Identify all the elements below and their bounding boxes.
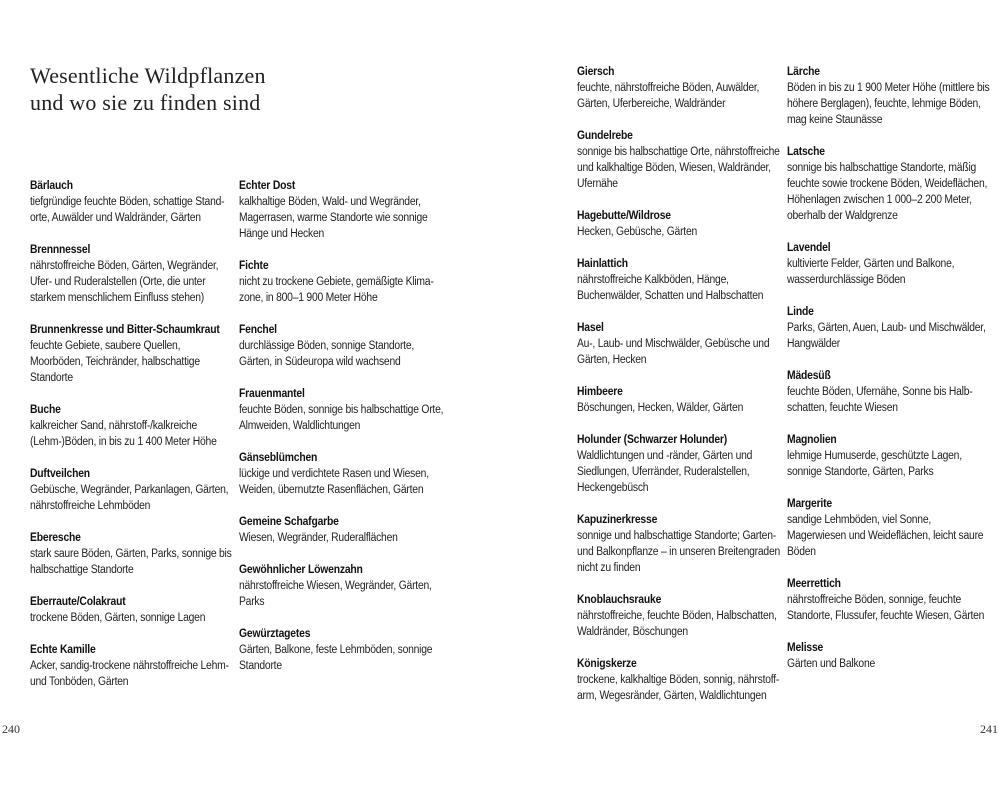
plant-entry — [577, 64, 782, 112]
plant-name: Himbeere — [577, 386, 623, 398]
plant-name: Frauenmantel — [239, 388, 305, 400]
plant-habitat: trockene Böden, Gärten, sonnige Lagen — [30, 612, 206, 624]
plant-entry — [30, 530, 235, 578]
plant-name: Echte Kamille — [30, 644, 96, 656]
plant-habitat: feuchte, nährstoffreiche Böden, Auwälder, Gärten, Uferbereiche, Waldränder — [577, 82, 760, 110]
plant-entry — [239, 562, 444, 610]
plant-name: Magnolien — [787, 434, 837, 446]
plant-entry — [787, 144, 992, 224]
plant-entry — [30, 594, 235, 626]
plant-name: Königskerze — [577, 658, 637, 670]
plant-habitat: Äcker, sandig-trockene nährstoffreiche Lehm- und Tonböden, Gärten — [30, 660, 229, 688]
plant-habitat: Gärten und Balkone — [787, 658, 876, 670]
plant-habitat: Böden in bis zu 1 900 Meter Höhe (mittlere bis höhere Berglagen), feuchte, lehmige Böden, mag keine Staunässe — [787, 82, 990, 126]
plant-name: Duftveilchen — [30, 468, 90, 480]
plant-name: Hasel — [577, 322, 604, 334]
title-line-1: Wesentliche Wildpflanzen — [30, 63, 266, 88]
plant-name: Eberesche — [30, 532, 81, 544]
plant-habitat: sonnige bis halbschattige Orte, nährstoffreiche und kalkhaltige Böden, Wiesen, Waldränder, Ufernähe — [577, 146, 780, 190]
plant-entry — [30, 242, 235, 306]
plant-name: Buche — [30, 404, 61, 416]
plant-entry — [787, 432, 992, 480]
plant-entry — [787, 304, 992, 352]
plant-entry — [239, 322, 444, 370]
plant-entry — [577, 592, 782, 640]
plant-habitat: feuchte Böden, sonnige bis halbschattige Orte, Almweiden, Waldlichtungen — [239, 404, 444, 432]
plant-habitat: lückige und verdichtete Rasen und Wiesen, Weiden, übernutzte Rasenflächen, Gärten — [239, 468, 429, 496]
plant-name: Mädesüß — [787, 370, 831, 382]
plant-name: Lavendel — [787, 242, 831, 254]
plant-name: Bärlauch — [30, 180, 73, 192]
plant-name: Gewürztagetes — [239, 628, 311, 640]
plant-entry — [787, 64, 992, 128]
plant-name: Gundelrebe — [577, 130, 633, 142]
plant-habitat: feuchte Böden, Ufernähe, Sonne bis Halbschatten, feuchte Wiesen — [787, 386, 973, 414]
plant-entry — [787, 368, 992, 416]
page-number-left: 240 — [2, 722, 20, 736]
plant-entry — [239, 450, 444, 498]
plant-habitat: nährstoffreiche Kalkböden, Hänge, Buchenwälder, Schatten und Halbschatten — [577, 274, 764, 302]
plant-name: Linde — [787, 306, 814, 318]
plant-habitat: nährstoffreiche Böden, sonnige, feuchte Standorte, Flussufer, feuchte Wiesen, Gärten — [787, 594, 985, 622]
plant-habitat: feuchte Gebiete, saubere Quellen, Moorböden, Teichränder, halbschattige Standorte — [30, 340, 200, 384]
plant-entry — [787, 640, 992, 672]
plant-name: Gänseblümchen — [239, 452, 318, 464]
plant-habitat: kultivierte Felder, Gärten und Balkone, wasserdurchlässige Böden — [787, 258, 955, 286]
plant-name: Brunnenkresse und Bitter-Schaumkraut — [30, 324, 220, 336]
plant-name: Fenchel — [239, 324, 277, 336]
page-title — [30, 62, 330, 116]
plant-habitat: Waldlichtungen und -ränder, Gärten und Siedlungen, Uferränder, Ruderalstellen, Heckengebüsch — [577, 450, 753, 494]
plant-entry — [30, 466, 235, 514]
plant-entry — [30, 178, 235, 226]
plant-entry — [30, 642, 235, 690]
plant-habitat: Wiesen, Wegränder, Ruderalflächen — [239, 532, 398, 544]
column-3 — [577, 64, 782, 720]
column-4 — [787, 64, 992, 688]
plant-habitat: nährstoffreiche, feuchte Böden, Halbschatten, Waldränder, Böschungen — [577, 610, 777, 638]
plant-entry — [30, 402, 235, 450]
plant-name: Eberraute/Colakraut — [30, 596, 126, 608]
plant-habitat: nährstoffreiche Böden, Gärten, Wegränder, Ufer- und Ruderalstellen (Orte, die unter starkem menschlichem Einfluss stehen) — [30, 260, 219, 304]
title-line-2: und wo sie zu finden sind — [30, 90, 261, 115]
plant-habitat: sonnige und halbschattige Standorte; Gartenund Balkonpflanze – in unseren Breitengraden nicht zu finden — [577, 530, 781, 574]
plant-habitat: nährstoffreiche Wiesen, Wegränder, Gärten, Parks — [239, 580, 432, 608]
plant-name: Kapuzinerkresse — [577, 514, 658, 526]
plant-entry — [239, 178, 444, 242]
plant-habitat: kalkhaltige Böden, Wald- und Wegränder, Magerrasen, warme Standorte wie sonnige Hänge und Hecken — [239, 196, 428, 240]
plant-entry — [577, 384, 782, 416]
plant-name: Meerrettich — [787, 578, 841, 590]
plant-name: Holunder (Schwarzer Holunder) — [577, 434, 728, 446]
plant-name: Knoblauchsrauke — [577, 594, 662, 606]
plant-entry — [787, 496, 992, 560]
plant-habitat: nicht zu trockene Gebiete, gemäßigte Klimazone, in 800–1 900 Meter Höhe — [239, 276, 434, 304]
plant-name: Hagebutte/Wildrose — [577, 210, 671, 222]
plant-entry — [30, 322, 235, 386]
plant-habitat: Parks, Gärten, Auen, Laub- und Mischwälder, Hangwälder — [787, 322, 986, 350]
plant-entry — [239, 514, 444, 546]
plant-name: Giersch — [577, 66, 615, 78]
plant-name: Gemeine Schafgarbe — [239, 516, 339, 528]
plant-name: Gewöhnlicher Löwenzahn — [239, 564, 363, 576]
plant-name: Brennnessel — [30, 244, 91, 256]
plant-entry — [577, 656, 782, 704]
plant-habitat: Au-, Laub- und Mischwälder, Gebüsche und Gärten, Hecken — [577, 338, 770, 366]
plant-habitat: stark saure Böden, Gärten, Parks, sonnige bis halbschattige Standorte — [30, 548, 232, 576]
plant-entry — [239, 386, 444, 434]
column-1 — [30, 178, 235, 706]
plant-habitat: Gärten, Balkone, feste Lehmböden, sonnige Standorte — [239, 644, 433, 672]
plant-habitat: Hecken, Gebüsche, Gärten — [577, 226, 698, 238]
plant-habitat: kalkreicher Sand, nährstoff-/kalkreiche (Lehm-)Böden, in bis zu 1 400 Meter Höhe — [30, 420, 217, 448]
plant-entry — [577, 128, 782, 192]
plant-habitat: Gebüsche, Wegränder, Parkanlagen, Gärten, nährstoffreiche Lehmböden — [30, 484, 229, 512]
plant-entry — [577, 512, 782, 576]
plant-entry — [787, 240, 992, 288]
plant-entry — [239, 258, 444, 306]
plant-entry — [577, 208, 782, 240]
plant-name: Lärche — [787, 66, 820, 78]
plant-entry — [577, 256, 782, 304]
plant-habitat: trockene, kalkhaltige Böden, sonnig, nährstoffarm, Wegesränder, Gärten, Waldlichtungen — [577, 674, 780, 702]
plant-entry — [239, 626, 444, 674]
plant-habitat: lehmige Humuserde, geschützte Lagen, sonnige Standorte, Gärten, Parks — [787, 450, 962, 478]
column-2 — [239, 178, 444, 690]
plant-name: Fichte — [239, 260, 269, 272]
plant-habitat: Böschungen, Hecken, Wälder, Gärten — [577, 402, 744, 414]
page-number-right: 241 — [980, 722, 998, 736]
plant-entry — [577, 320, 782, 368]
plant-habitat: sandige Lehmböden, viel Sonne, Magerwiesen und Weideflächen, leicht saure Böden — [787, 514, 984, 558]
plant-name: Melisse — [787, 642, 824, 654]
plant-name: Hainlattich — [577, 258, 628, 270]
plant-name: Echter Dost — [239, 180, 296, 192]
plant-entry — [577, 432, 782, 496]
plant-habitat: sonnige bis halbschattige Standorte, mäßig feuchte sowie trockene Böden, Weideflächen, Höhenlagen zwischen 1 000–2 200 Meter, oberhalb der Waldgrenze — [787, 162, 988, 222]
plant-habitat: tiefgründige feuchte Böden, schattige Standorte, Auwälder und Waldränder, Gärten — [30, 196, 225, 224]
plant-entry — [787, 576, 992, 624]
plant-name: Margerite — [787, 498, 832, 510]
plant-habitat: durchlässige Böden, sonnige Standorte, Gärten, in Südeuropa wild wachsend — [239, 340, 415, 368]
plant-name: Latsche — [787, 146, 825, 158]
